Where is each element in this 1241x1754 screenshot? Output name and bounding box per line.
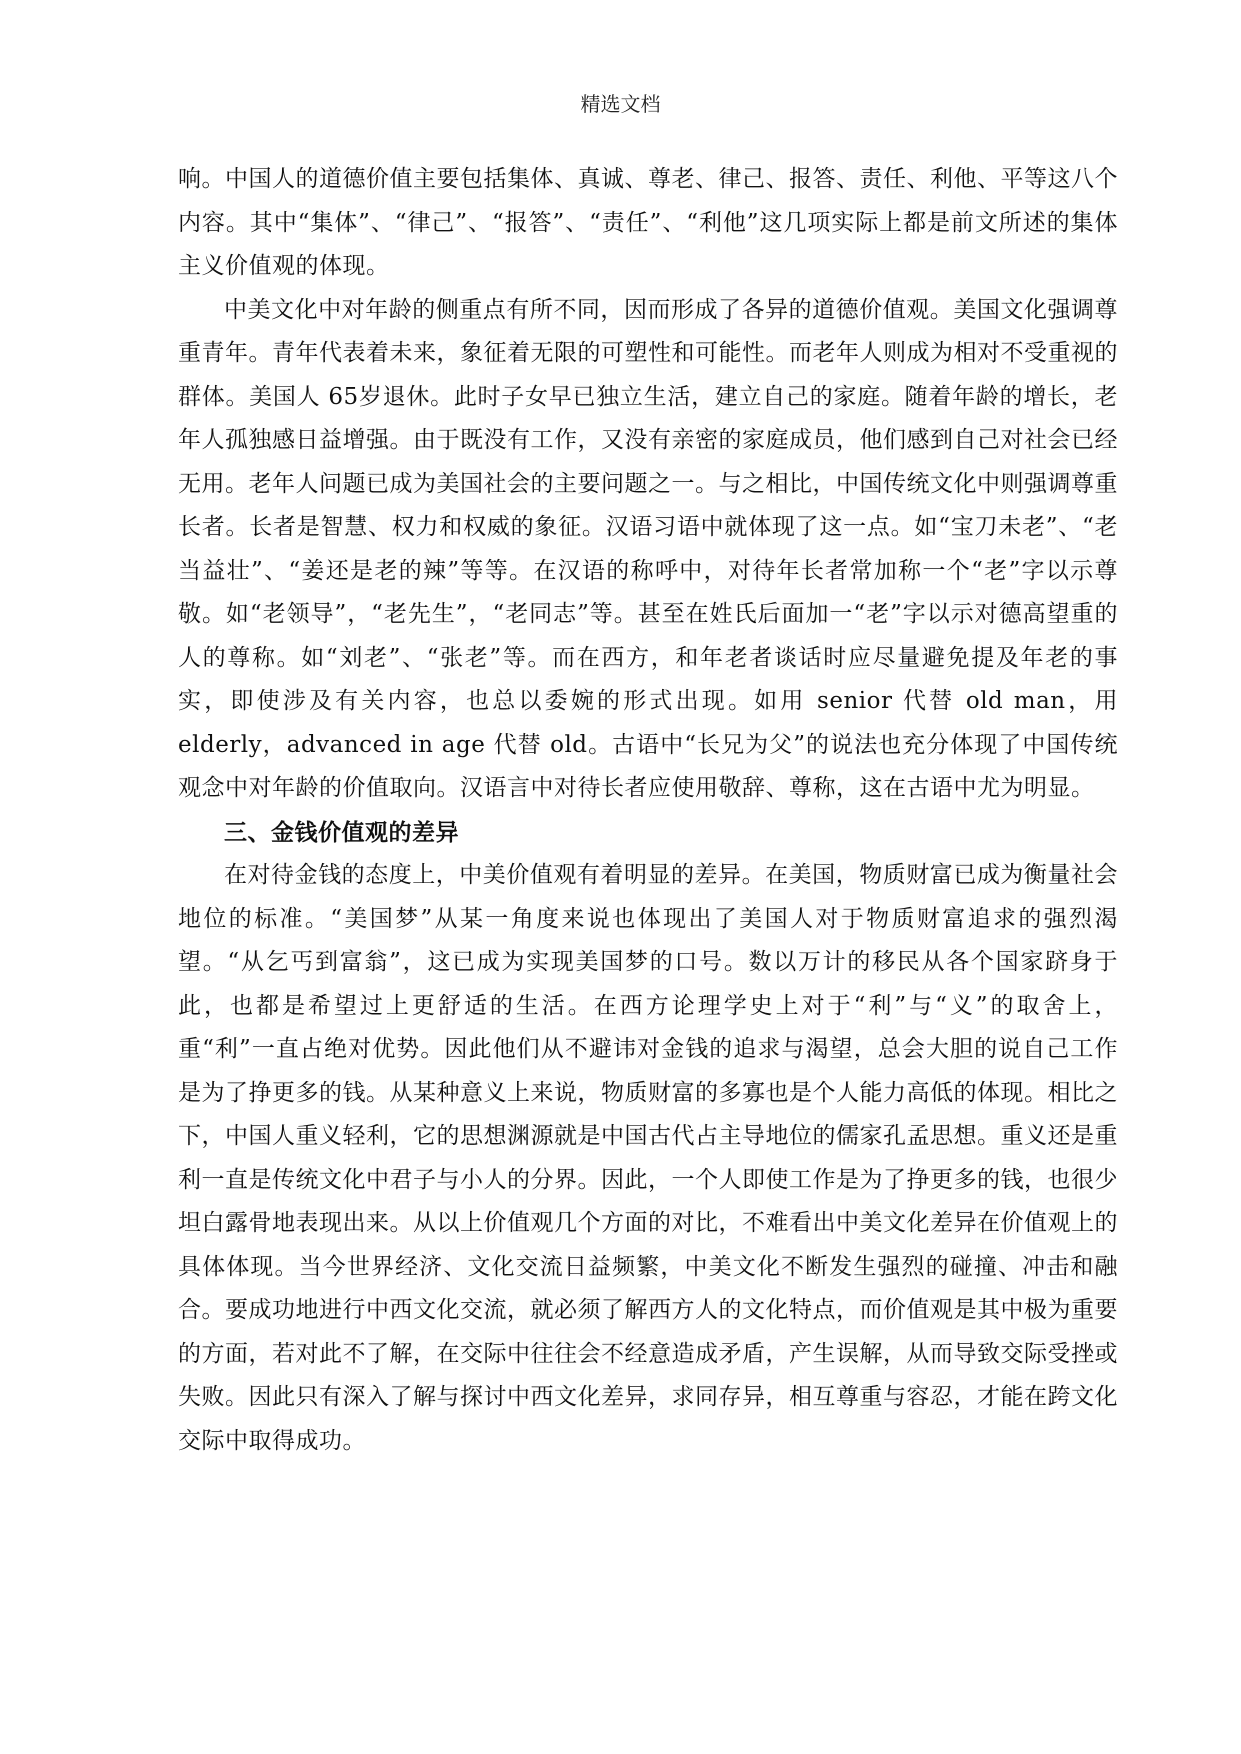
paragraph-continuation: 响。中国人的道德价值主要包括集体、真诚、尊老、律己、报答、责任、利他、平等这八个内容。其中“集体”、“律己”、“报答”、“责任”、“利他”这几项实际上都是前文所述的集体主义价值观的体现。 <box>178 166 1118 279</box>
document-body <box>178 158 1118 1463</box>
page-header-title: 精选文档 <box>580 92 661 116</box>
paragraph-money-values: 在对待金钱的态度上，中美价值观有着明显的差异。在美国，物质财富已成为衡量社会地位的标准。“美国梦”从某一角度来说也体现出了美国人对于物质财富追求的强烈渴望。“从乞丐到富翁”，这已成为实现美国梦的口号。数以万计的移民从各个国家跻身于此，也都是希望过上更舒适的生活。在西方论理学史上对于“利”与“义”的取舍上，重“利”一直占绝对优势。因此他们从不避讳对金钱的追求与渴望，总会大胆的说自己工作是为了挣更多的钱。从某种意义上来说，物质财富的多寡也是个人能力高低的体现。相比之下，中国人重义轻利，它的思想渊源就是中国古代占主导地位的儒家孔孟思想。重义还是重利一直是传统文化中君子与小人的分界。因此，一个人即使工作是为了挣更多的钱，也很少坦白露骨地表现出来。从以上价值观几个方面的对比，不难看出中美文化差异在价值观上的具体体现。当今世界经济、文化交流日益频繁，中美文化不断发生强烈的碰撞、冲击和融合。要成功地进行中西文化交流，就必须了解西方人的文化特点，而价值观是其中极为重要的方面，若对此不了解，在交际中往往会不经意造成矛盾，产生误解，从而导致交际受挫或失败。因此只有深入了解与探讨中西文化差异，求同存异，相互尊重与容忍，才能在跨文化交际中取得成功。 <box>178 862 1118 1454</box>
paragraph-age-values: 中美文化中对年龄的侧重点有所不同，因而形成了各异的道德价值观。美国文化强调尊重青年。青年代表着未来，象征着无限的可塑性和可能性。而老年人则成为相对不受重视的群体。美国人 65岁退休。此时子女早已独立生活，建立自己的家庭。随着年龄的增长，老年人孤独感日益增强。由于既没有工作，又没有亲密的家庭成员，他们感到自己对社会已经无用。老年人问题已成为美国社会的主要问题之一。与之相比，中国传统文化中则强调尊重长者。长者是智慧、权力和权威的象征。汉语习语中就体现了这一点。如“宝刀未老”、“老当益壮”、“姜还是老的辣”等等。在汉语的称呼中，对待年长者常加称一个“老”字以示尊敬。如“老领导”，“老先生”，“老同志”等。甚至在姓氏后面加一“老”字以示对德高望重的人的尊称。如“刘老”、“张老”等。而在西方，和年老者谈话时应尽量避免提及年老的事实，即使涉及有关内容，也总以委婉的形式出现。如用 senior 代替 old man，用 elderly，advanced in age 代替 old。古语中“长兄为父”的说法也充分体现了中国传统观念中对年龄的价值取向。汉语言中对待长者应使用敬辞、尊称，这在古语中尤为明显。 <box>178 296 1118 801</box>
section-heading-money-values: 三、金钱价值观的差异 <box>224 818 459 846</box>
